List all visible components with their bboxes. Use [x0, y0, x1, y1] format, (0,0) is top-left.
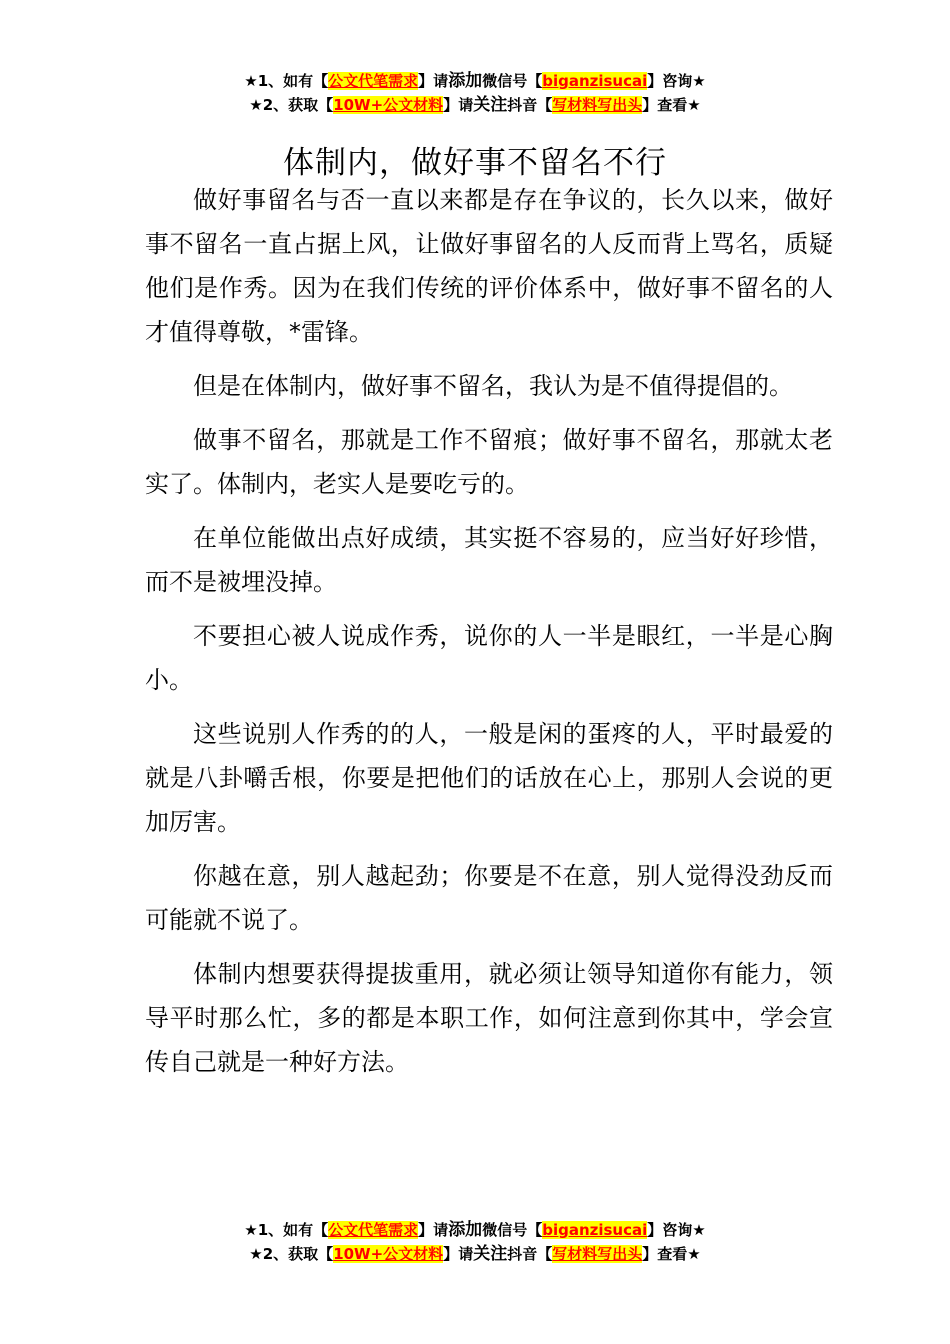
promo-text: 】请: [443, 1245, 474, 1263]
promo-line-2: [0, 1242, 950, 1266]
promo-line-1: [0, 69, 950, 93]
promo-text: 】请: [418, 72, 449, 90]
promo-text: ★2、获取【: [249, 96, 334, 114]
promo-highlight-wechat-id: biganzisucai: [542, 72, 648, 90]
promo-highlight-service: 公文代笔需求: [328, 1221, 419, 1239]
promo-line-2: [0, 93, 950, 117]
body-paragraph: 但是在体制内，做好事不留名，我认为是不值得提倡的。: [193, 372, 793, 400]
body-paragraph: 体制内想要获得提拔重用，就必须让领导知道你有能力，领导平时那么忙，多的都是本职工作，如何注意到你其中，学会宣传自己就是一种好方法。: [145, 960, 833, 1076]
promo-text: ★2、获取【: [249, 1245, 334, 1263]
promo-text: 微信号【: [482, 1221, 543, 1239]
promo-text: 】查看★: [642, 96, 701, 114]
promo-emphasis: 关注: [473, 1244, 508, 1264]
body-paragraph: 在单位能做出点好成绩，其实挺不容易的，应当好好珍惜，而不是被埋没掉。: [145, 524, 833, 596]
promo-emphasis: 添加: [448, 1220, 483, 1240]
body-paragraph: 做事不留名，那就是工作不留痕；做好事不留名，那就太老实了。体制内，老实人是要吃亏的。: [145, 426, 833, 498]
promo-highlight-materials: 10W+公文材料: [333, 96, 444, 114]
promo-highlight-service: 公文代笔需求: [328, 72, 419, 90]
promo-highlight-materials: 10W+公文材料: [333, 1245, 444, 1263]
promo-emphasis: 添加: [448, 71, 483, 91]
footer-promo-banner: [0, 1218, 950, 1266]
promo-text: 】查看★: [642, 1245, 701, 1263]
promo-highlight-douyin: 写材料写出头: [552, 96, 643, 114]
promo-text: 抖音【: [507, 1245, 553, 1263]
promo-text: 】请: [418, 1221, 449, 1239]
promo-text: 】请: [443, 96, 474, 114]
promo-text: 抖音【: [507, 96, 553, 114]
promo-text: ★1、如有【: [244, 1221, 329, 1239]
promo-text: 】咨询★: [647, 72, 706, 90]
body-paragraph: 你越在意，别人越起劲；你要是不在意，别人觉得没劲反而可能就不说了。: [145, 862, 833, 934]
body-paragraph: 做好事留名与否一直以来都是存在争议的，长久以来，做好事不留名一直占据上风，让做好事留名的人反而背上骂名，质疑他们是作秀。因为在我们传统的评价体系中，做好事不留名的人才值得尊敬，*雷锋。: [145, 186, 833, 346]
document-body: [145, 178, 833, 1094]
body-paragraph: 不要担心被人说成作秀，说你的人一半是眼红，一半是心胸小。: [145, 622, 833, 694]
promo-line-1: [0, 1218, 950, 1242]
body-paragraph: 这些说别人作秀的的人，一般是闲的蛋疼的人，平时最爱的就是八卦嚼舌根，你要是把他们的话放在心上，那别人会说的更加厉害。: [145, 720, 833, 836]
promo-text: 微信号【: [482, 72, 543, 90]
promo-emphasis: 关注: [473, 95, 508, 115]
document-title: 体制内，做好事不留名不行: [283, 144, 667, 181]
header-promo-banner: [0, 69, 950, 117]
promo-highlight-douyin: 写材料写出头: [552, 1245, 643, 1263]
promo-highlight-wechat-id: biganzisucai: [542, 1221, 648, 1239]
promo-text: 】咨询★: [647, 1221, 706, 1239]
promo-text: ★1、如有【: [244, 72, 329, 90]
